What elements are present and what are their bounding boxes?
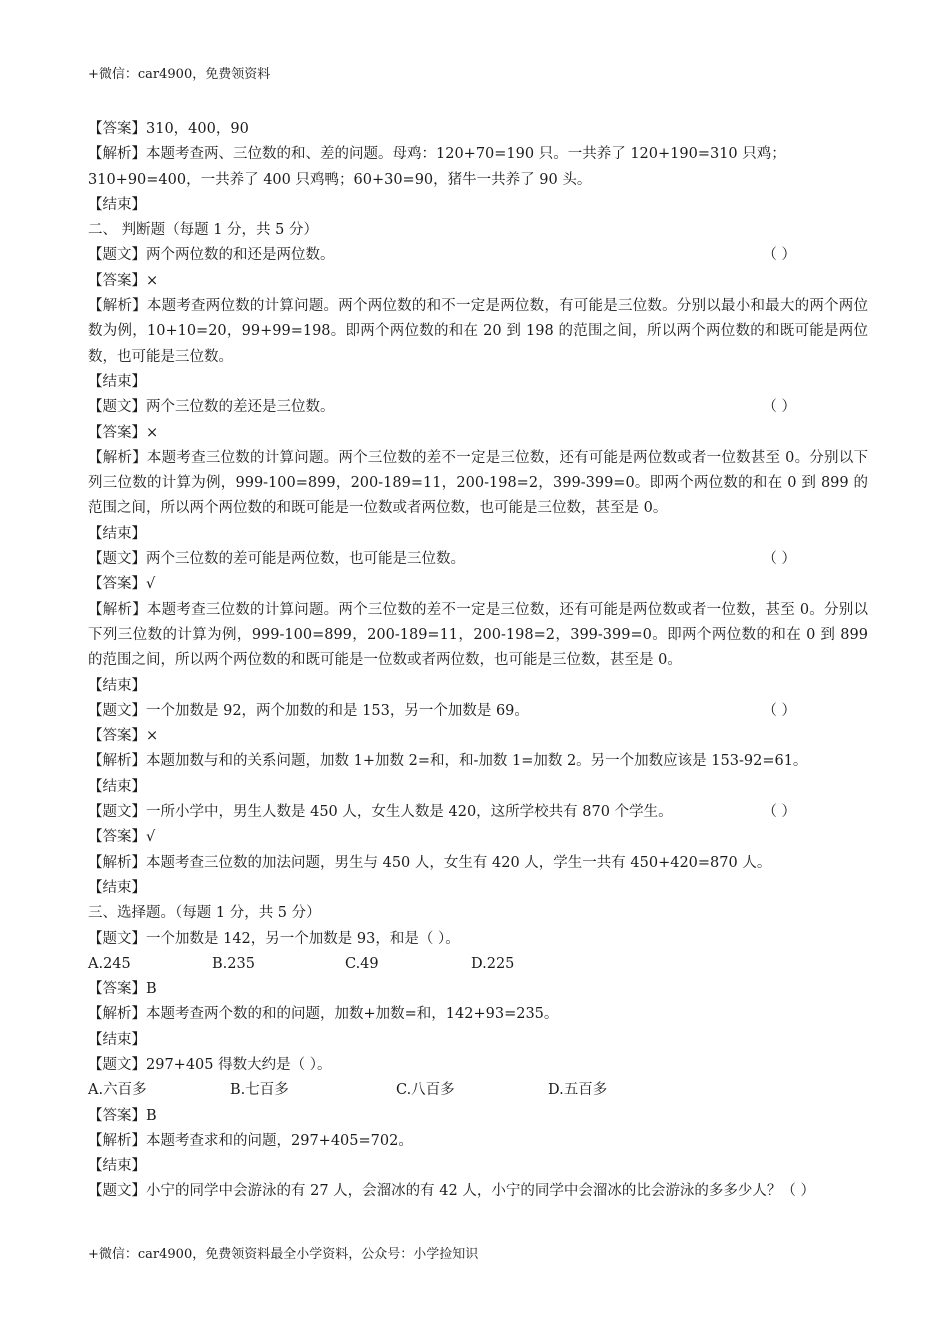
question-text: 【题文】两个两位数的和还是两位数。 xyxy=(88,247,335,264)
end-marker: 【结束】 xyxy=(88,373,146,390)
answer-blank: （ ） xyxy=(762,804,796,821)
answer-line: 【答案】× xyxy=(88,424,159,441)
question-row xyxy=(88,547,868,572)
question-row xyxy=(88,395,868,420)
analysis-line: 【解析】本题考查求和的问题，297+405=702。 xyxy=(88,1132,413,1149)
option-d: D.五百多 xyxy=(548,1082,608,1099)
question-text: 【题文】两个三位数的差可能是两位数，也可能是三位数。 xyxy=(88,551,465,568)
question-text: 【题文】小宁的同学中会游泳的有 27 人，会溜冰的有 42 人，小宁的同学中会溜冰的比会游泳的多多少人？（ ） xyxy=(88,1183,815,1200)
question-text: 【题文】一所小学中，男生人数是 450 人，女生人数是 420，这所学校共有 870 个学生。 xyxy=(88,804,673,821)
analysis-paragraph: 【解析】本题考查三位数的计算问题。两个三位数的差不一定是三位数，还有可能是两位数或者一位数，甚至 0。分别以下列三位数的计算为例，999-100=899，200-189=11，200-198=2，399-399=0。即两个两位数的和在 0 到 899 的范围之间，所以两个两位数的和既可能是一位数或者两位数，也可能是三位数，甚至是 0。 xyxy=(88,601,868,669)
option-a: A.六百多 xyxy=(88,1082,147,1099)
option-c: C.49 xyxy=(345,955,379,972)
analysis-paragraph: 【解析】本题考查两位数的计算问题。两个两位数的和不一定是两位数，有可能是三位数。分别以最小和最大的两个两位数为例，10+10=20，99+99=198。即两个两位数的和在 20 到 198 的范围之间，所以两个两位数的和既可能是两位数，也可能是三位数。 xyxy=(88,298,868,365)
analysis-line: 【解析】本题考查两个数的和的问题，加数+加数=和，142+93=235。 xyxy=(88,1006,559,1023)
question-text: 【题文】297+405 得数大约是（ ）。 xyxy=(88,1056,332,1073)
analysis-line: 【解析】本题考查两、三位数的和、差的问题。母鸡：120+70=190 只。一共养了 120+190=310 只鸡； xyxy=(88,146,786,163)
option-b: B.235 xyxy=(212,955,255,972)
analysis-line: 【解析】本题加数与和的关系问题，加数 1+加数 2=和，和-加数 1=加数 2。另一个加数应该是 153-92=61。 xyxy=(88,753,808,770)
end-marker: 【结束】 xyxy=(88,879,146,896)
question-text: 【题文】一个加数是 142，另一个加数是 93，和是（ ）。 xyxy=(88,930,460,947)
question-row xyxy=(88,800,868,825)
answer-line: 【答案】× xyxy=(88,728,159,745)
analysis-line: 310+90=400，一共养了 400 只鸡鸭；60+30=90，猪牛一共养了 90 头。 xyxy=(88,171,592,188)
answer-line: 【答案】310，400，90 xyxy=(88,121,249,137)
question-row xyxy=(88,243,868,268)
section-heading: 二、 判断题（每题 1 分，共 5 分） xyxy=(88,222,318,239)
option-d: D.225 xyxy=(471,955,515,972)
answer-line: 【答案】× xyxy=(88,272,159,289)
end-marker: 【结束】 xyxy=(88,525,146,542)
answer-line: 【答案】√ xyxy=(88,576,156,593)
end-marker: 【结束】 xyxy=(88,677,146,694)
section-heading: 三、选择题。（每题 1 分，共 5 分） xyxy=(88,905,321,922)
analysis-paragraph: 【解析】本题考查三位数的计算问题。两个三位数的差不一定是三位数，还有可能是两位数或者一位数甚至 0。分别以下列三位数的计算为例，999-100=899，200-189=11，200-198=2，399-399=0。即两个两位数的和在 0 到 899 的范围之间，所以两个两位数的和既可能是一位数或者两位数，也可能是三位数，甚至是 0。 xyxy=(88,449,868,517)
answer-blank: （ ） xyxy=(762,399,796,416)
page-footer: +微信：car4900，免费领资料最全小学资料，公众号：小学捡知识 xyxy=(88,1247,479,1262)
end-marker: 【结束】 xyxy=(88,1031,146,1048)
answer-blank: （ ） xyxy=(762,247,796,264)
answer-line: 【答案】B xyxy=(88,981,157,998)
answer-blank: （ ） xyxy=(762,551,796,568)
end-marker: 【结束】 xyxy=(88,196,146,213)
option-c: C.八百多 xyxy=(396,1082,455,1099)
analysis-line: 【解析】本题考查三位数的加法问题，男生与 450 人，女生有 420 人，学生一共有 450+420=870 人。 xyxy=(88,854,772,871)
options-row xyxy=(88,952,868,977)
question-text: 【题文】两个三位数的差还是三位数。 xyxy=(88,399,335,416)
answer-line: 【答案】B xyxy=(88,1107,157,1124)
end-marker: 【结束】 xyxy=(88,1158,146,1175)
option-b: B.七百多 xyxy=(230,1082,289,1099)
answer-line: 【答案】√ xyxy=(88,829,156,846)
end-marker: 【结束】 xyxy=(88,778,146,795)
question-row xyxy=(88,699,868,724)
question-text: 【题文】一个加数是 92，两个加数的和是 153，另一个加数是 69。 xyxy=(88,702,529,719)
answer-blank: （ ） xyxy=(762,702,796,719)
options-row xyxy=(88,1078,868,1103)
document-body xyxy=(88,117,868,1205)
page-header: +微信：car4900，免费领资料 xyxy=(88,67,271,82)
option-a: A.245 xyxy=(88,955,131,972)
